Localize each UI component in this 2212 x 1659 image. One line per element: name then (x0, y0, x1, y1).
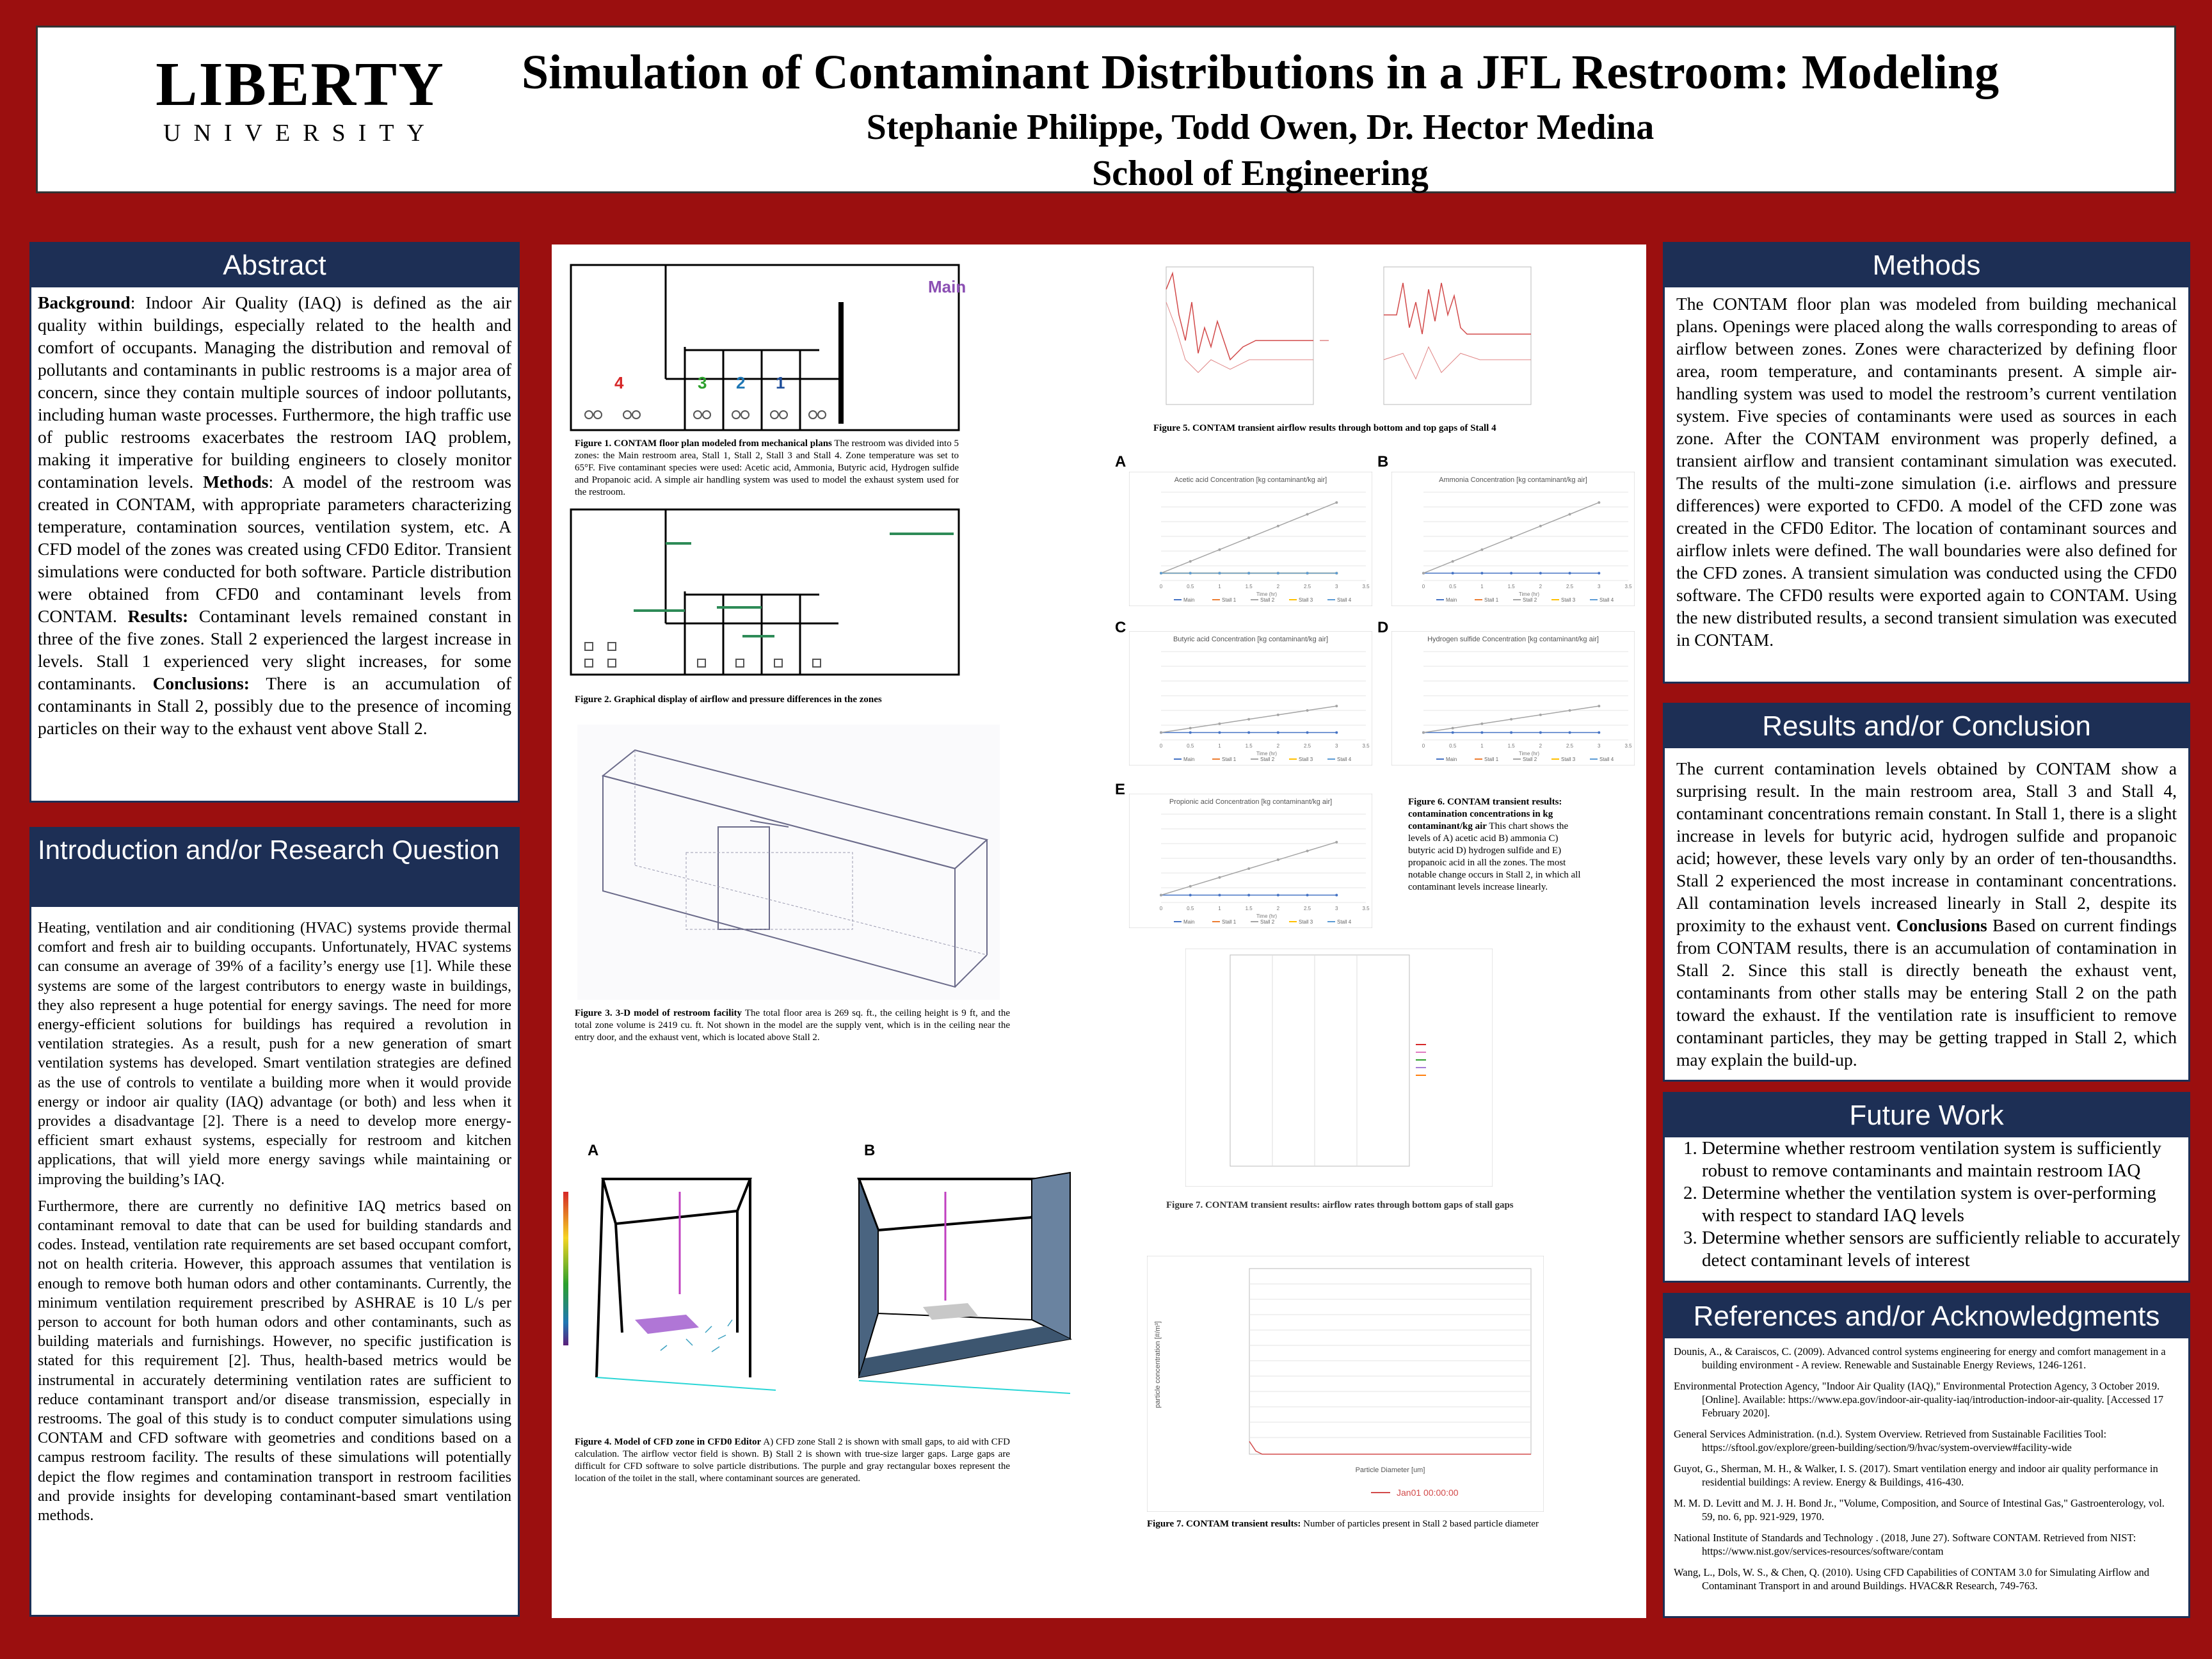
x-tick-label: 3 (1335, 906, 1338, 911)
x-tick-label: 2.5 (1304, 906, 1311, 911)
fig1-caption (575, 438, 959, 499)
x-axis-label: Time (hr) (1256, 913, 1278, 919)
cfd-stall-large-gaps-figure (853, 1166, 1083, 1397)
legend-label: Stall 3 (1299, 757, 1313, 762)
particle-concentration-chart (1147, 1256, 1544, 1512)
abstract-methods-text: : A model of the restroom was created in CONTAM, with appropriate parameters characterizing temperature, contamination sources, ventilation system, etc. A CFD model of the zones was created using CFD0 Editor. Transient simulations were conducted for both software. Particle distribution were obtained from CFD0 and contaminant levels from CONTAM. (38, 472, 512, 626)
reference-item: Wang, L., Dols, W. S., & Chen, Q. (2010). Using CFD Capabilities of CONTAM 3.0 for Simulating Airflow and Contaminant Transport in and around Buildings. HVAC&R Research, 749-763. (1674, 1566, 2150, 1592)
legend-label: Stall 2 (1523, 757, 1537, 762)
airflow-plan-figure (570, 508, 966, 681)
reference-item: Dounis, A., & Caraiscos, C. (2009). Advanced control systems engineering for energy and comfort management in a building environment - A review. Renewable and Sustainable Energy Reviews, 1246-1261. (1674, 1345, 2166, 1371)
fig6-panel-d-label: D (1377, 619, 1389, 636)
x-tick-label: 2 (1276, 906, 1280, 911)
x-tick-label: 1 (1218, 906, 1221, 911)
legend-label: Main (1183, 597, 1195, 603)
legend-label: Stall 4 (1599, 757, 1614, 762)
x-tick-label: 1.5 (1245, 743, 1253, 749)
fig5-caption: Figure 5. CONTAM transient airflow results through bottom and top gaps of Stall 4 (1153, 423, 1496, 433)
legend-label: Stall 2 (1260, 757, 1275, 762)
fig1-label: Figure 1. CONTAM floor plan modeled from mechanical plans (575, 438, 832, 449)
future-item: 2. Determine whether the ventilation system is over-performing with respect to standard IAQ levels (1702, 1182, 2188, 1227)
zone-3-label: 3 (698, 373, 707, 392)
x-tick-label: 1 (1218, 584, 1221, 589)
fig6-panel-e-label: E (1115, 781, 1126, 798)
floor-plan-figure (570, 264, 966, 437)
legend-label: Stall 2 (1260, 597, 1275, 603)
chart-title: Butyric acid Concentration [kg contaminant/kg air] (1173, 636, 1329, 643)
reference-item: M. M. D. Levitt and M. J. H. Bond Jr., "Volume, Composition, and Source of Intestinal Gas," Gastroenterology, vol. 59, no. 6, pp. 921-929, 1970. (1674, 1497, 2165, 1523)
legend-label: Main (1446, 597, 1457, 603)
x-tick-label: 0 (1159, 743, 1163, 749)
chart-title: Ammonia Concentration [kg contaminant/kg air] (1439, 476, 1587, 484)
legend-label: Stall 4 (1337, 757, 1352, 762)
fig7-legend: Jan01 00:00:00 (1397, 1487, 1459, 1498)
x-tick-label: 3 (1598, 743, 1601, 749)
x-tick-label: 1.5 (1245, 906, 1253, 911)
legend-label: Stall 1 (1484, 757, 1499, 762)
x-tick-label: 2 (1276, 584, 1280, 589)
results-body (1665, 748, 2188, 1080)
x-tick-label: 0 (1159, 906, 1163, 911)
fig4-panel-b-label: B (864, 1142, 876, 1159)
legend-label: Stall 2 (1260, 919, 1275, 925)
zone-4-label: 4 (614, 373, 624, 392)
fig6-panel-a-label: A (1115, 453, 1126, 470)
results-text-2: Based on current findings from CONTAM results, there is an accumulation of contamination in Stall 2. Since this stall is directly beneath the exhaust vent, contaminants from other stalls may be entering Stall 2 on the path toward the exhaust. If the ventilation rate is insufficient to remove contaminant particles, they may be getting trapped in Stall 2, which may explain the build-up. (1676, 915, 2177, 1070)
x-tick-label: 0 (1422, 743, 1425, 749)
legend-label: Stall 2 (1523, 597, 1537, 603)
legend-label: Stall 1 (1222, 919, 1237, 925)
x-tick-label: 3 (1335, 584, 1338, 589)
fig7-label: Figure 7. CONTAM transient results: (1147, 1519, 1301, 1529)
x-tick-label: 3.5 (1362, 743, 1370, 749)
logo-subword: UNIVERSITY (163, 120, 437, 147)
legend-label: Main (1183, 919, 1195, 925)
fig4-panel-a-label: A (588, 1142, 599, 1159)
results-heading: Results and/or Conclusion (1665, 705, 2188, 748)
fig7-xlabel: Particle Diameter [um] (1355, 1466, 1425, 1474)
future-work-list (1665, 1137, 2188, 1272)
fig6-text: This chart shows the levels of A) acetic acid B) ammonia C) butyric acid D) hydrogen sulfide and E) propanoic acid in all the zones. The most notable change occurs in Stall 2, in which all contaminant levels increase linearly. (1408, 821, 1581, 892)
references-body (1665, 1338, 2188, 1607)
fig7a-caption: Figure 7. CONTAM transient results: airflow rates through bottom gaps of stall gaps (1166, 1200, 1514, 1210)
x-tick-label: 0 (1159, 584, 1163, 589)
intro-panel (29, 827, 520, 1617)
fig7-ylabel: particle concentration [#/m³] (1154, 1321, 1162, 1408)
x-axis-label: Time (hr) (1518, 591, 1540, 597)
fig6-panel-b-label: B (1377, 453, 1389, 470)
legend-label: Stall 3 (1299, 597, 1313, 603)
results-concl-label: Conclusions (1896, 915, 1987, 935)
zone-main-label: Main (928, 277, 966, 296)
figures-panel (552, 244, 1646, 1618)
x-tick-label: 1.5 (1507, 584, 1515, 589)
abstract-results-text: Contaminant levels remained constant in three of the five zones. Stall 2 experienced the largest increase in levels. Stall 1 experienced very slight increases, for some contaminants. (38, 606, 511, 693)
x-tick-label: 3 (1335, 743, 1338, 749)
legend-label: Stall 4 (1337, 919, 1352, 925)
x-tick-label: 3.5 (1624, 743, 1632, 749)
x-tick-label: 1 (1480, 584, 1484, 589)
poster-header (36, 26, 2176, 193)
poster-title-block (486, 40, 2035, 196)
fig4-label: Figure 4. Model of CFD zone in CFD0 Editor (575, 1437, 762, 1447)
liberty-logo (153, 50, 447, 147)
acetic-acid-chart (1129, 472, 1372, 606)
x-tick-label: 2.5 (1304, 584, 1311, 589)
intro-paragraph-2: Furthermore, there are currently no definitive IAQ metrics based on contaminant removal to date that can be used for building standards and codes. Instead, ventilation rate requirements are set based occupant comfort, not on health criteria. However, this approach assumes that ventilation is enough to remove both human odors and other contaminants. Currently, the minimum ventilation requirement prescribed by ASHRAE is 10 L/s per person to account for both human odors and other contaminants, such as building materials and furnishings. However, no specific justification is stated for this requirement [2]. Thus, health-based metrics would be instrumental in accurately determining ventilation rates are sufficient to reduce contaminant transport and/or disease transmission, especially in restrooms. The goal of this study is to conduct computer simulations using CONTAM and CFD software with geometries and conditions based on a campus restroom facility. The results of these simulations will potentially depict the flow regimes and contamination transport in restroom facilities and provide insights for developing contaminant-based smart ventilation methods. (38, 1198, 511, 1525)
x-tick-label: 0.5 (1449, 584, 1457, 589)
future-work-panel (1663, 1092, 2190, 1283)
airflow-rates-chart (1185, 949, 1493, 1187)
fig3-label: Figure 3. 3-D model of restroom facility (575, 1008, 742, 1018)
ammonia-chart (1391, 472, 1635, 606)
x-axis-label: Time (hr) (1256, 591, 1278, 597)
x-tick-label: 2.5 (1566, 743, 1574, 749)
abstract-panel (29, 242, 520, 803)
x-tick-label: 0.5 (1449, 743, 1457, 749)
fig7-text: Number of particles present in Stall 2 based particle diameter (1301, 1519, 1539, 1529)
reference-item: Guyot, G., Sherman, M. H., & Walker, I. S. (2017). Smart ventilation energy and indoor air quality performance in residential buildings: A review. Energy & Buildings, 416-430. (1674, 1463, 2158, 1488)
legend-label: Main (1183, 757, 1195, 762)
abstract-body (31, 287, 518, 743)
x-tick-label: 2 (1539, 584, 1543, 589)
legend-label: Stall 4 (1599, 597, 1614, 603)
abstract-results-label: Results: (127, 606, 189, 626)
abstract-bg-label: Background (38, 293, 131, 312)
future-item: 3. Determine whether sensors are sufficiently reliable to accurately detect contaminant levels of interest (1702, 1227, 2188, 1272)
x-tick-label: 3.5 (1624, 584, 1632, 589)
x-tick-label: 2 (1539, 743, 1543, 749)
fig6-panel-c-label: C (1115, 619, 1126, 636)
chart-title: Acetic acid Concentration [kg contaminant/kg air] (1174, 476, 1327, 484)
fig6-label: Figure 6. CONTAM transient results: contamination concentrations in kg contaminant/kg air (1408, 797, 1562, 831)
fig4-text: A) CFD zone Stall 2 is shown with small gaps, to aid with CFD calculation. The airflow vector field is shown. B) Stall 2 is shown with true-size larger gaps. Large gaps are difficult for CFD software to solve particle distributions. The purple and gray rectangular boxes represent the location of the toilet in the stall, where contaminant sources are generated. (575, 1437, 1010, 1484)
fig3-text: The total floor area is 269 sq. ft., the ceiling height is 9 ft, and the total zone volume is 2419 cu. ft. Not shown in the model are the supply vent, which is in the ceiling near the entry door, and the exhaust vent, which is located above Stall 2. (575, 1008, 1010, 1043)
reference-item: General Services Administration. (n.d.). System Overview. Retrieved from Sustainable Facilities Tool: https://sftool.gov/explore/green-building/section/9/hvac/system-overview#facility-wide (1674, 1428, 2107, 1454)
fig2-label: Figure 2. Graphical display of airflow and pressure differences in the zones (575, 694, 882, 705)
abstract-concl-label: Conclusions: (152, 673, 250, 693)
methods-body: The CONTAM floor plan was modeled from building mechanical plans. Openings were placed along the walls corresponding to areas of airflow between zones. Zones were characterized by defining floor area, room temperature, and contaminants present. A simple air-handling system was used to model the restroom’s current ventilation system. Five species of contaminants were used as sources in each zone. After the CONTAM environment was properly defined, a transient airflow and transient contaminant simulation was executed. The results of the multi-zone simulation (i.e. airflows and pressure differences) were exported to CFD0. A model of the CFD zone was created in the CFD0 Editor. The location of contaminant sources and airflow inlets were defined. The wall boundaries were also defined for the CFD zones. A transient simulation was conducted using the CFD0 software. The CFD0 results were exported again to CONTAM. Using the new distributed results, a second transient simulation was executed in CONTAM. (1676, 294, 2177, 650)
fig6-caption (1408, 796, 1587, 894)
cfd-vector-field-figure (558, 1166, 789, 1397)
legend-label: Stall 1 (1222, 597, 1237, 603)
butyric-acid-chart (1129, 631, 1372, 765)
results-panel (1663, 703, 2190, 1082)
intro-body (31, 907, 518, 1544)
legend-label: Stall 1 (1484, 597, 1499, 603)
fig4-caption (575, 1436, 1010, 1485)
x-tick-label: 0.5 (1187, 743, 1194, 749)
chart-title: Propionic acid Concentration [kg contaminant/kg air] (1169, 798, 1333, 806)
legend-label: Stall 3 (1561, 757, 1576, 762)
abstract-concl-text: There is an accumulation of contaminants in Stall 2, possibly due to the presence of incoming particles on their way to the exhaust vent above Stall 2. (38, 673, 512, 738)
references-panel (1663, 1293, 2190, 1618)
chart-title: Hydrogen sulfide Concentration [kg contaminant/kg air] (1427, 636, 1599, 643)
x-tick-label: 0.5 (1187, 584, 1194, 589)
x-tick-label: 3 (1598, 584, 1601, 589)
intro-heading: Introduction and/or Research Question (31, 829, 518, 907)
x-tick-label: 1 (1480, 743, 1484, 749)
zone-2-label: 2 (736, 373, 746, 392)
x-tick-label: 1 (1218, 743, 1221, 749)
x-axis-label: Time (hr) (1518, 751, 1540, 757)
methods-heading: Methods (1665, 244, 2188, 287)
fig5-chart-bottom-gap (1147, 264, 1339, 417)
x-tick-label: 2 (1276, 743, 1280, 749)
fig2-caption (575, 694, 959, 706)
restroom-3d-model-figure (577, 725, 1000, 1000)
methods-panel (1663, 242, 2190, 684)
x-tick-label: 1.5 (1507, 743, 1515, 749)
legend-label: Main (1446, 757, 1457, 762)
legend-label: Stall 4 (1337, 597, 1352, 603)
poster-title: Simulation of Contaminant Distributions in a JFL Restroom: Modeling (521, 45, 2000, 99)
propionic-acid-chart (1129, 794, 1372, 928)
references-heading: References and/or Acknowledgments (1665, 1295, 2188, 1338)
legend-label: Stall 3 (1299, 919, 1313, 925)
x-tick-label: 3.5 (1362, 584, 1370, 589)
x-tick-label: 0 (1422, 584, 1425, 589)
future-work-heading: Future Work (1665, 1094, 2188, 1137)
future-item: 1. Determine whether restroom ventilation system is sufficiently robust to remove contaminants and maintain restroom IAQ (1702, 1137, 2188, 1182)
poster-authors: Stephanie Philippe, Todd Owen, Dr. Hector Medina (866, 108, 1655, 147)
x-tick-label: 1.5 (1245, 584, 1253, 589)
fig5-chart-top-gap (1365, 264, 1557, 417)
intro-paragraph-1: Heating, ventilation and air conditioning (HVAC) systems provide thermal comfort and fresh air to building occupants. Unfortunately, HVAC systems can consume an average of 39% of a facility’s energy use [1]. While these systems are some of the largest contributors to energy waste in buildings, they also represent a huge potential for energy savings. The need for more energy-efficient solutions for buildings has required a revolution in ventilation strategies. As a result, push for a new generation of smart ventilation systems has developed. Smart ventilation strategies are defined as the use of controls to ventilate a building more when it would provide energy or indoor air quality (IAQ) advantage (or both) and less when it provides a disadvantage [2]. There is a need to develop more energy-efficient smart exhaust systems, especially for restroom and kitchen applications, that will yield more energy savings while maintaining or improving the building’s IAQ. (38, 920, 511, 1188)
abstract-methods-label: Methods (203, 472, 269, 492)
reference-item: National Institute of Standards and Technology . (2018, June 27). Software CONTAM. Retrieved from NIST: https://www.nist.gov/services-resources/software/contam (1674, 1532, 2136, 1557)
fig7-caption (1147, 1518, 1595, 1530)
fig3-caption (575, 1007, 1010, 1044)
hydrogen-sulfide-chart (1391, 631, 1635, 765)
legend-label: Stall 1 (1222, 757, 1237, 762)
x-tick-label: 0.5 (1187, 906, 1194, 911)
results-text-1: The current contamination levels obtained by CONTAM show a surprising result. In the main restroom area, Stall 3 and Stall 4, contaminant concentrations remain constant. In Stall 1, there is a slight increase in levels for butyric acid, hydrogen sulfide and propanoic acid; however, these levels vary only by an order of ten-thousandths. Stall 2 experienced the most increase in contaminant concentrations. All contamination levels increased linearly in Stall 2, despite its proximity to the exhaust vent. (1676, 758, 2177, 935)
logo-word: LIBERTY (156, 50, 445, 119)
abstract-heading: Abstract (31, 244, 518, 287)
fig1-text: The restroom was divided into 5 zones: the Main restroom area, Stall 1, Stall 2, Stall 3 and Stall 4. Zone temperature was set to 65°F. Five contaminant species were used: Acetic acid, Ammonia, Butyric acid, Hydrogen sulfide and Propanoic acid. A simple air handling system was used to model the exhaust system used for the restroom. (575, 438, 959, 497)
reference-item: Environmental Protection Agency, "Indoor Air Quality (IAQ)," Environmental Protection Agency, 3 October 2019. [Online]. Available: https://www.epa.gov/indoor-air-quality-iaq/introduction-indoor-air-quality. [Accessed 17 February 2020]. (1674, 1380, 2164, 1419)
abstract-bg-text: : Indoor Air Quality (IAQ) is defined as the air quality within buildings, especially related to the health and comfort of occupants. Managing the distribution and removal of pollutants and contaminants in public restrooms is a major area of concern, since they contain multiple sources of indoor pollutants, including human waste processes. Furthermore, the high traffic use of public restrooms exacerbates the restroom IAQ problem, making it imperative for building engineers to closely monitor contamination levels. (38, 293, 511, 492)
x-tick-label: 3.5 (1362, 906, 1370, 911)
poster-school: School of Engineering (1092, 154, 1429, 193)
x-axis-label: Time (hr) (1256, 751, 1278, 757)
zone-1-label: 1 (776, 373, 785, 392)
x-tick-label: 2.5 (1566, 584, 1574, 589)
x-tick-label: 2.5 (1304, 743, 1311, 749)
legend-label: Stall 3 (1561, 597, 1576, 603)
